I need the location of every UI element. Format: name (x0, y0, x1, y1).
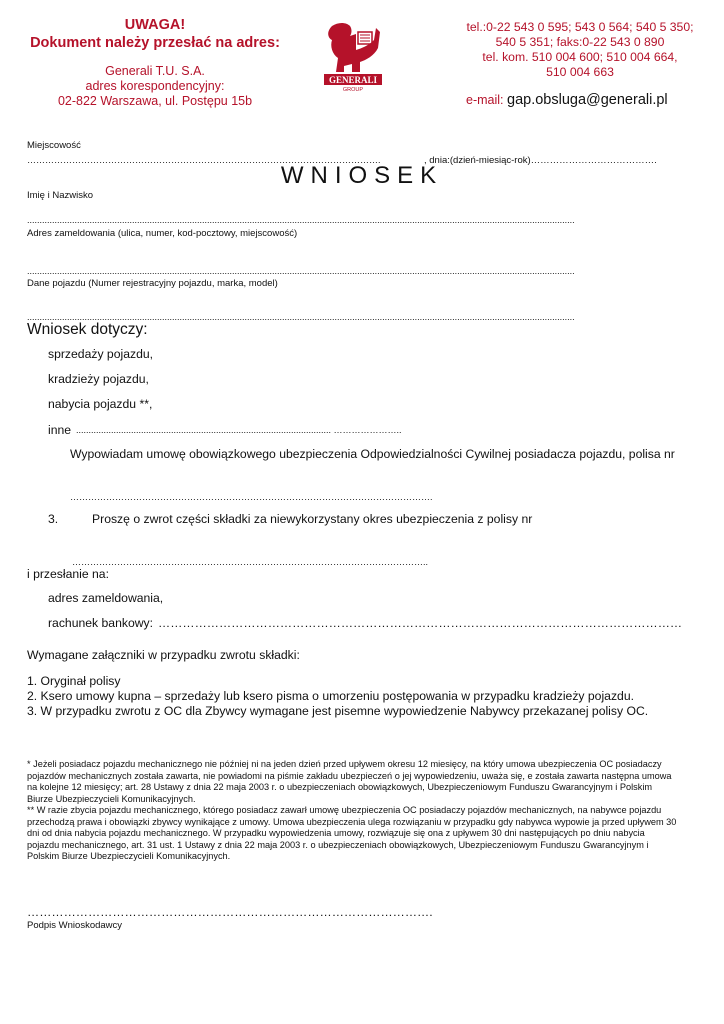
declaration-text: Wypowiadam umowę obowiązkowego ubezpieczenia Odpowiedzialności Cywilnej posiadacza pojazdu, polisa nr (70, 447, 675, 461)
email-label: e-mail: (466, 93, 504, 107)
attachment-item-1: 1. Oryginał polisy (27, 674, 121, 688)
send-label: i przesłanie na: (27, 567, 109, 581)
footnote-1: * Jeżeli posiadacz pojazdu mechanicznego nie później ni na jeden dzień przed upływem okresu 12 miesięcy, na który umowa ubezpieczenia OC posiadaczy pojazdów mechanicznych została zawarta, nie powiadomi na piśmie zakładu ubezpieczeń o jej wypowiedzeniu, uważa się, e została zawarta następna umowa na kolejne 12 miesięcy; art. 28 Ustawy z dnia 22 maja 2003 r. o ubezpieczeniach obowiązkowych, Ubezpieczeniowym Funduszu Gwarancyjnym i Polskim Biurze Ubezpieczycieli Komunikacyjnych. (27, 759, 672, 804)
email-link[interactable]: gap.obsluga@generali.pl (507, 92, 668, 108)
signature-field[interactable]: ………………………………………………………………………………………. (27, 905, 433, 919)
logo-subtext: GROUP (342, 87, 364, 93)
place-field[interactable]: ………………………………………………………………………………………………………. (27, 155, 381, 165)
option-sale[interactable]: sprzedaży pojazdu, (48, 347, 154, 361)
logo-text: GENERALI (328, 75, 378, 85)
company-name: Generali T.U. S.A. (105, 64, 205, 78)
phone-line-1: tel.:0-22 543 0 595; 543 0 564; 540 5 350; (466, 20, 694, 34)
attachment-item-3: 3. W przypadku zwrotu z OC dla Zbywcy wymagane jest pisemne wypowiedzenie Nabywcy przekazanej polisy OC. (27, 704, 649, 718)
signature-label: Podpis Wnioskodawcy (27, 920, 123, 931)
send-to-text: Dokument należy przesłać na adres: (30, 35, 280, 51)
option-other-label[interactable]: inne (48, 423, 72, 437)
warning-text: UWAGA! (124, 17, 186, 33)
option-purchase[interactable]: nabycia pojazdu **, (48, 397, 153, 411)
attachments-heading: Wymagane załączniki w przypadku zwrotu składki: (27, 648, 300, 662)
declaration-policy-field[interactable]: …………………………………………………………………………………………………………. (70, 492, 433, 502)
generali-logo-icon (322, 20, 384, 92)
bank-label: rachunek bankowy: (48, 616, 154, 630)
name-field[interactable]: ........................................................................................................................................................................................................................... (27, 215, 575, 225)
attachment-item-2: 2. Ksero umowy kupna – sprzedaży lub ksero pisma o umorzeniu postępowania w przypadku kradzieży pojazdu. (27, 689, 634, 703)
footnote-2: ** W razie zbycia pojazdu mechanicznego, którego posiadacz zawarł umowę ubezpieczenia OC posiadaczy pojazdów mechanicznych, na nabywce pojazdu przechodzą prawa i obowiązki zbywcy wynikające z umowy. Umowa ubezpieczenia ulega rozwiązaniu w przypadku gdy nabywca wypowie ja przed upływem 30 dni od dnia nabycia pojazdu mechanicznego. W przypadku wypowiedzenia umowy, rozwiązuje się ona z upływem 30 dni następujących po dniu nabycia pojazdu mechanicznego, art. 31 ust. 1 Ustawy z dnia 22 maja 2003 r. o ubezpieczeniach obowiązkowych, Ubezpieczeniowym Funduszu Gwarancyjnym i Polskim Biurze Ubezpieczycieli Komunikacyjnych. (27, 805, 677, 862)
address-field[interactable]: ........................................................................................................................................................................................................................... (27, 266, 575, 276)
document-title: WNIOSEK (280, 162, 444, 189)
place-label: Miejscowość (27, 140, 81, 151)
header-left (0, 16, 310, 109)
item3-number: 3. (48, 512, 59, 526)
address-type: adres korespondencyjny: (85, 79, 225, 93)
send-option-address[interactable]: adres zameldowania, (48, 591, 164, 605)
header-contact (440, 20, 720, 80)
request-heading: Wniosek dotyczy: (27, 321, 148, 338)
phone-line-4: 510 004 663 (546, 65, 614, 79)
address-label: Adres zameldowania (ulica, numer, kod-pocztowy, miejscowość) (27, 228, 298, 239)
vehicle-label: Dane pojazdu (Numer rejestracyjny pojazdu, marka, model) (27, 278, 278, 289)
company-address: 02-822 Warszawa, ul. Postępu 15b (57, 94, 253, 108)
name-label: Imię i Nazwisko (27, 190, 93, 201)
vehicle-field[interactable]: ........................................................................................................................................................................................................................... (27, 312, 575, 322)
phone-line-3: tel. kom. 510 004 600; 510 004 664, (482, 50, 678, 64)
item3-policy-field[interactable]: ……………………………………………………………………………………………………….. (72, 557, 429, 567)
item3-text: Proszę o zwrot części składki za niewykorzystany okres ubezpieczenia z polisy nr (92, 512, 533, 526)
date-field[interactable]: , dnia:(dzień-miesiąc-rok)…………………………………. (424, 155, 657, 166)
option-other-field[interactable]: ...................................................................................................... ………………….. (76, 425, 402, 435)
phone-line-2: 540 5 351; faks:0-22 543 0 890 (495, 35, 665, 49)
email-row (466, 92, 668, 108)
option-theft[interactable]: kradzieży pojazdu, (48, 372, 149, 386)
bank-account-field[interactable]: ………………………………………………………………………………………………………………… (158, 616, 683, 630)
